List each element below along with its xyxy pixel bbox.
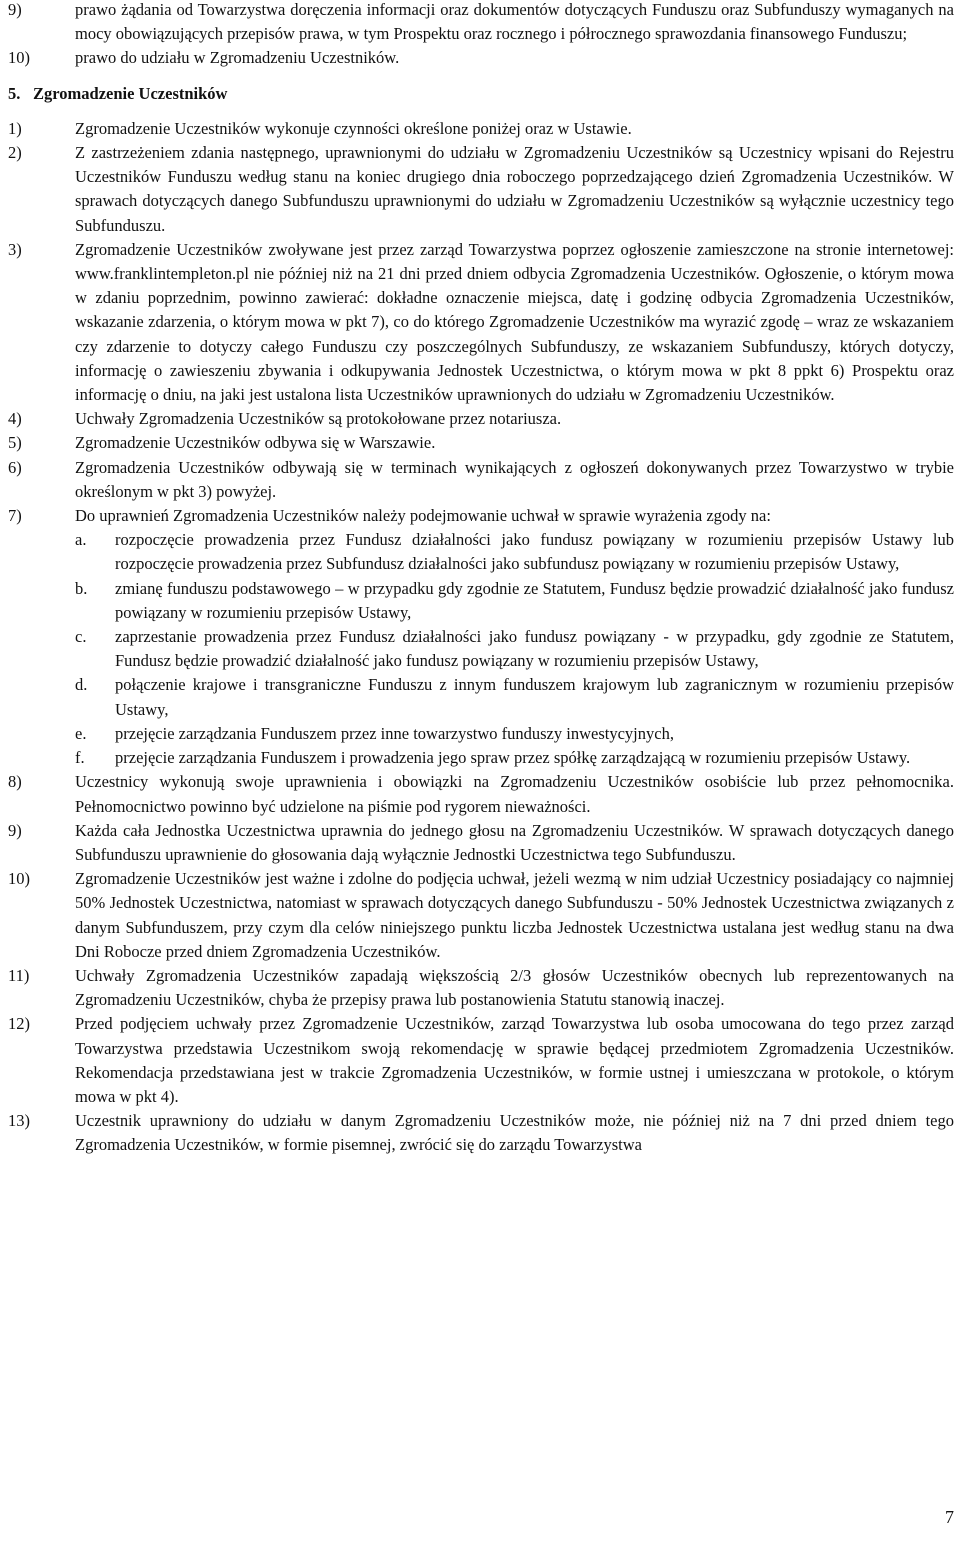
document-body xyxy=(8,0,954,1158)
list-text: Zgromadzenie Uczestników jest ważne i zdolne do podjęcia uchwał, jeżeli wezmą w nim udział Uczestnicy posiadający co najmniej 50% Jednostek Uczestnictwa, natomiast w sprawach dotyczących danego Subfunduszu - 50% Jednostek Uczestnictwa związanych z danym Subfunduszem, przy czym dla celów niniejszego punktu liczba Jednostek Uczestnictwa ustalana jest według stanu na dwa Dni Robocze przed dniem Zgromadzenia Uczestników. xyxy=(75,869,954,961)
list-text: prawo żądania od Towarzystwa doręczenia informacji oraz dokumentów dotyczących Funduszu oraz Subfunduszy wymaganych na mocy obowiązujących przepisów prawa, w tym Prospektu oraz rocznego i półrocznego sprawozdania finansowego Funduszu; xyxy=(75,0,954,44)
list-number: 4) xyxy=(8,409,22,429)
section-number: 5. xyxy=(8,83,21,103)
list-text: Do uprawnień Zgromadzenia Uczestników należy podejmowanie uchwał w sprawie wyrażenia zgody na: xyxy=(75,506,771,526)
list-text: Każda cała Jednostka Uczestnictwa uprawnia do jednego głosu na Zgromadzeniu Uczestników. W sprawach dotyczących danego Subfunduszu uprawnienie do głosowania dają wyłącznie Jednostki Uczestnictwa tego Subfunduszu. xyxy=(75,820,954,864)
list-item-4 xyxy=(8,407,954,431)
list-item-9 xyxy=(8,819,954,867)
list-item-2 xyxy=(8,141,954,238)
sublist-item-a xyxy=(75,528,954,576)
list-text: Uchwały Zgromadzenia Uczestników zapadają większością 2/3 głosów Uczestników obecnych lub reprezentowanych na Zgromadzeniu Uczestników, chyba że przepisy prawa lub postanowienia Statutu stanowią inaczej. xyxy=(75,965,954,1010)
list-item-1 xyxy=(8,117,954,141)
list-text: Z zastrzeżeniem zdania następnego, uprawnionymi do udziału w Zgromadzeniu Uczestników są Uczestnicy wpisani do Rejestru Uczestników Funduszu według stanu na koniec drugiego dnia roboczego poprzedzającego dzień Zgromadzenia Uczestników. W sprawach dotyczących danego Subfunduszu uprawnionymi do udziału w Zgromadzeniu Uczestników są wyłącznie uczestnicy tego Subfunduszu. xyxy=(75,143,954,235)
list-text: Zgromadzenia Uczestników odbywają się w terminach wynikających z ogłoszeń dokonywanych przez Towarzystwo w trybie określonym w pkt 3) powyżej. xyxy=(75,457,954,501)
sublist-item-b xyxy=(75,577,954,625)
list-item-prev-10 xyxy=(8,46,954,70)
section-title: Zgromadzenie Uczestników xyxy=(33,83,228,103)
section-heading xyxy=(8,82,954,106)
list-text: Przed podjęciem uchwały przez Zgromadzenie Uczestników, zarząd Towarzystwa lub osoba umocowana do tego przez zarząd Towarzystwa przedstawia Uczestnikom swoją rekomendację w sprawie będącej przedmiotem Zgromadzenia Uczestników. Rekomendacja przedstawiana jest w trakcie Zgromadzenia Uczestników, w formie ustnej i umieszczana w protokole, o którym mowa w pkt 4). xyxy=(75,1014,954,1106)
sublist-letter: f. xyxy=(75,748,85,768)
sublist-letter: a. xyxy=(75,530,87,550)
sublist-text: zmianę funduszu podstawowego – w przypadku gdy zgodnie ze Statutem, Fundusz będzie prowadzić działalność jako fundusz powiązany w rozumieniu przepisów Ustawy, xyxy=(115,578,954,622)
list-text: Zgromadzenie Uczestników odbywa się w Warszawie. xyxy=(75,433,436,453)
list-item-5 xyxy=(8,431,954,455)
list-item-10 xyxy=(8,867,954,964)
sublist-letter: b. xyxy=(75,578,88,598)
list-text: prawo do udziału w Zgromadzeniu Uczestników. xyxy=(75,48,400,68)
list-number: 13) xyxy=(8,1111,30,1131)
sublist-item-e xyxy=(75,722,954,746)
sublist-text: zaprzestanie prowadzenia przez Fundusz działalności jako fundusz powiązany - w przypadku, gdy zgodnie ze Statutem, Fundusz będzie prowadzić działalność jako fundusz powiązany w rozumieniu przepisów Ustawy, xyxy=(115,627,954,671)
list-text: Uczestnicy wykonują swoje uprawnienia i obowiązki na Zgromadzeniu Uczestników osobiście lub przez pełnomocnika. Pełnomocnictwo powinno być udzielone na piśmie pod rygorem nieważności. xyxy=(75,772,954,816)
list-number: 11) xyxy=(8,965,30,985)
page-number: 7 xyxy=(945,1507,954,1527)
list-item-8 xyxy=(8,770,954,818)
sublist-letter: d. xyxy=(75,675,88,695)
list-number: 10) xyxy=(8,869,30,889)
list-number: 6) xyxy=(8,457,22,477)
sublist-text: przejęcie zarządzania Funduszem przez inne towarzystwo funduszy inwestycyjnych, xyxy=(115,723,674,743)
list-text: Zgromadzenie Uczestników wykonuje czynności określone poniżej oraz w Ustawie. xyxy=(75,118,632,138)
sublist-letter: c. xyxy=(75,627,87,647)
list-number: 8) xyxy=(8,772,22,792)
list-text: Uczestnik uprawniony do udziału w danym Zgromadzeniu Uczestników może, nie później niż na 7 dni przed dniem tego Zgromadzenia Uczestników, w formie pisemnej, zwrócić się do zarządu Towarzystwa xyxy=(75,1111,954,1155)
list-item-7 xyxy=(8,504,954,528)
sublist-item-d xyxy=(75,673,954,721)
list-item-6 xyxy=(8,456,954,504)
sublist-item-f xyxy=(75,746,954,770)
list-number: 9) xyxy=(8,0,22,19)
sublist-text: przejęcie zarządzania Funduszem i prowadzenia jego spraw przez spółkę zarządzającą w rozumieniu przepisów Ustawy. xyxy=(115,748,911,768)
list-item-3 xyxy=(8,238,954,407)
list-number: 5) xyxy=(8,433,22,453)
list-number: 10) xyxy=(8,48,30,68)
list-number: 7) xyxy=(8,506,22,526)
sublist-letter: e. xyxy=(75,723,87,743)
list-text: Uchwały Zgromadzenia Uczestników są protokołowane przez notariusza. xyxy=(75,409,562,429)
list-number: 1) xyxy=(8,118,22,138)
sublist-item-c xyxy=(75,625,954,673)
list-number: 2) xyxy=(8,143,22,163)
list-item-11 xyxy=(8,964,954,1012)
list-item-prev-9 xyxy=(8,0,954,46)
list-number: 9) xyxy=(8,820,22,840)
list-number: 12) xyxy=(8,1014,30,1034)
sublist-text: połączenie krajowe i transgraniczne Funduszu z innym funduszem krajowym lub zagranicznym w rozumieniu przepisów Ustawy, xyxy=(115,675,954,719)
list-item-12 xyxy=(8,1012,954,1109)
sublist-text: rozpoczęcie prowadzenia przez Fundusz działalności jako fundusz powiązany w rozumieniu przepisów Ustawy lub rozpoczęcie prowadzenia przez Subfundusz działalności jako subfundusz powiązany w rozumieniu przepisów Ustawy, xyxy=(115,530,954,574)
list-number: 3) xyxy=(8,239,22,259)
list-text: Zgromadzenie Uczestników zwoływane jest przez zarząd Towarzystwa poprzez ogłoszenie zamieszczone na stronie internetowej: www.franklintempleton.pl nie później niż na 21 dni przed dniem odbycia Zgromadzenia Uczestników. Ogłoszenie, o którym mowa w zdaniu poprzednim, powinno zawierać: dokładne oznaczenie miejsca, datę i godzinę odbycia Zgromadzenia Uczestników, wskazanie zdarzenia, o którym mowa w pkt 7), co do którego Zgromadzenie Uczestników ma wyrazić zgodę – wraz ze wskazaniem czy zdarzenie to dotyczy całego Funduszu czy poszczególnych Subfunduszy, ze wskazaniem Subfunduszy, których dotyczy, informację o zawieszeniu zbywania i odkupywania Jednostek Uczestnictwa, o którym mowa w pkt 8 ppkt 6) Prospektu oraz informację o dniu, na jaki jest ustalona lista Uczestników uprawnionych do udziału w Zgromadzeniu Uczestników. xyxy=(75,239,954,405)
list-item-13 xyxy=(8,1109,954,1157)
